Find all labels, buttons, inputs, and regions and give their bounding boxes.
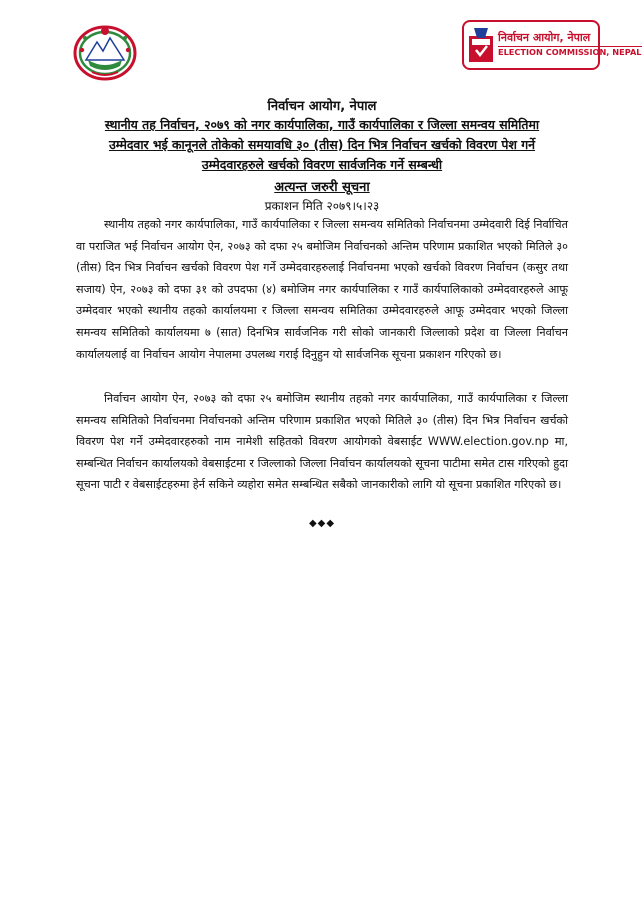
notice-title-line-2: उम्मेदवार भई कानूनले तोकेको समयावधि ३० (तीस) दिन भित्र निर्वाचन खर्चको विवरण पेश गर्ने bbox=[108, 137, 536, 152]
body-paragraph-1-container bbox=[76, 214, 568, 365]
ballot-box-icon bbox=[468, 26, 494, 64]
election-commission-logo bbox=[462, 20, 642, 70]
organization-name: निर्वाचन आयोग, नेपाल bbox=[267, 99, 377, 114]
logo-name-nepali: निर्वाचन आयोग, नेपाल bbox=[498, 31, 591, 45]
body-paragraph-2-container bbox=[76, 388, 568, 496]
notice-title-line-1: स्थानीय तह निर्वाचन, २०७९ को नगर कार्यपालिका, गाउँ कार्यपालिका र जिल्ला समन्वय समितिमा bbox=[104, 117, 540, 132]
body-paragraph-2: निर्वाचन आयोग ऐन, २०७३ को दफा २५ बमोजिम स्थानीय तहको नगर कार्यपालिका, गाउँ कार्यपालिका र जिल्ला समन्वय समितिको निर्वाचनमा निर्वाचनको अन्तिम परिणाम प्रकाशित भएको मितिले ३० (तीस) दिन भित्र निर्वाचन खर्चको विवरण पेश गर्ने उम्मेदवारहरुको नाम नामेशी सहितको विवरण आयोगको वेबसाईट WWW.election.gov.np मा, सम्बन्धित निर्वाचन कार्यालयको वेबसाईटमा र जिल्लाको जिल्ला निर्वाचन कार्यालयको सूचना पाटीमा समेत टास गरिएको हुदा सूचना पाटी र वेबसाईटहरुमा हेर्न सकिने व्यहोरा समेत सम्बन्धित सबैको जानकारीको लागि यो सूचना प्रकाशित गरिएको छ। bbox=[76, 392, 568, 492]
urgent-notice-heading: अत्यन्त जरुरी सूचना bbox=[274, 180, 370, 195]
logo-name-english: ELECTION COMMISSION, NEPAL bbox=[498, 47, 642, 58]
nepal-emblem-icon bbox=[70, 20, 140, 82]
publish-date: प्रकाशन मिति २०७९।५।२३ bbox=[264, 199, 380, 213]
end-separator: ◆◆◆ bbox=[308, 518, 336, 529]
body-paragraph-1: स्थानीय तहको नगर कार्यपालिका, गाउँ कार्यपालिका र जिल्ला समन्वय समितिको निर्वाचनमा उम्मेदवारी दिई निर्वाचित वा पराजित भई निर्वाचन आयोग ऐन, २०७३ को दफा २५ बमोजिम निर्वाचनको अन्तिम परिणाम प्रकाशित भएको मितिले ३० (तीस) दिन भित्र निर्वाचन खर्चको विवरण पेश गर्ने उम्मेदवारहरुलाई निर्वाचनमा भएको खर्चको विवरण निर्वाचन (कसुर तथा सजाय) ऐन, २०७३ को दफा ३१ को उपदफा (४) बमोजिम नगर कार्यपालिका र गाउँ कार्यपालिकाको उम्मेदवारहरुले आफू उम्मेदवार भएको स्थानीय तहको कार्यालयमा र जिल्ला समन्वय समितिका उम्मेदवारहरुले आफू उम्मेदवार भएको जिल्ला समन्वय समितिको कार्यालयमा ७ (सात) दिनभित्र सार्वजनिक गरी सोको जानकारी जिल्लाको प्रदेश वा जिल्ला निर्वाचन कार्यालयलाई वा निर्वाचन आयोग नेपालमा उपलब्ध गराई दिनुहुन यो सार्वजनिक सूचना प्रकाशन गरिएको छ। bbox=[76, 218, 568, 361]
notice-title-line-3: उम्मेदवारहरुले खर्चको विवरण सार्वजनिक गर्ने सम्बन्धी bbox=[201, 157, 443, 172]
